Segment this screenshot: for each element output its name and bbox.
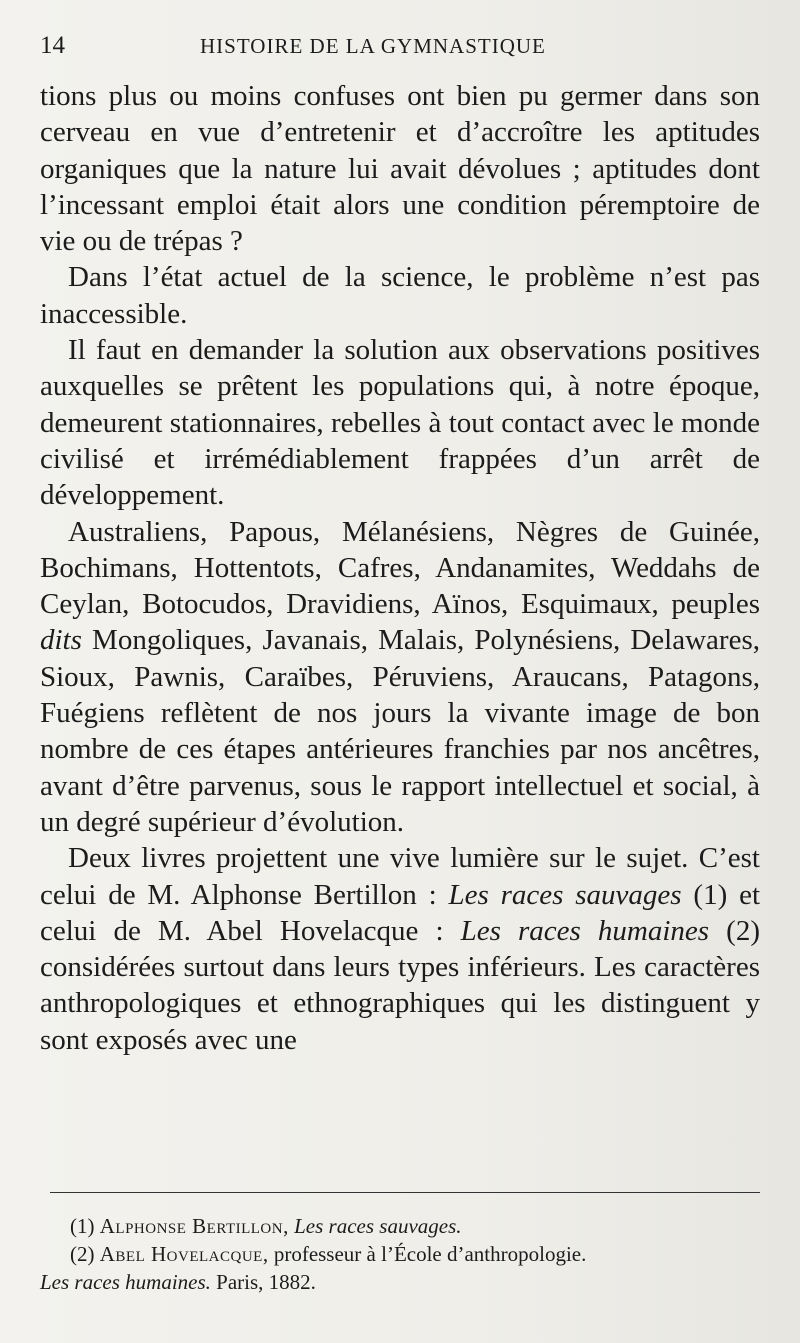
footnote-1-author: Alphonse Bertillon,	[99, 1214, 289, 1238]
page-number: 14	[40, 32, 65, 59]
book-title-races-sauvages: Les races sauvages	[448, 878, 682, 911]
footnote-1-title: Les races sauvages.	[294, 1214, 462, 1238]
footnote-2	[40, 1240, 760, 1268]
paragraph-5-part-b: (1) et celui de M. Abel Hovelacque :	[40, 878, 761, 947]
footnote-1	[40, 1212, 760, 1240]
paragraph-5	[40, 840, 760, 1058]
footnote-2-marker: (2)	[70, 1242, 95, 1266]
footnote-1-marker: (1)	[70, 1214, 95, 1238]
footnotes	[40, 1212, 760, 1296]
footnote-2-text: professeur à l’École d’anthropologie.	[268, 1242, 587, 1266]
footnote-2-place: Paris, 1882.	[210, 1270, 316, 1294]
paragraph-2: Dans l’état actuel de la science, le problème n’est pas inaccessible.	[40, 261, 760, 330]
page-header	[40, 32, 760, 62]
paragraph-5-part-c: (2) considérées surtout dans leurs types inférieurs. Les caractères anthropologiques et ethnographiques qui les distinguent y sont exposés avec une	[40, 914, 760, 1056]
footnote-2-author: Abel Hovelacque,	[99, 1242, 269, 1266]
paragraph-4	[40, 514, 760, 841]
footnote-divider	[50, 1192, 760, 1193]
paragraph-4-part-b: Mongoliques, Javanais, Malais, Polynésiens, Delawares, Sioux, Pawnis, Caraïbes, Péruviens, Araucans, Patagons, Fuégiens reflètent de nos jours la vivante image de bon nombre de ces étapes antérieures franchies par nos ancêtres, avant d’être parvenus, sous le rapport intellectuel et social, à un degré supérieur d’évolution.	[40, 624, 760, 838]
paragraph-5-part-a: Deux livres projettent une vive lumière sur le sujet. C’est celui de M. Alphonse Bertillon :	[40, 842, 760, 911]
paragraph-1: tions plus ou moins confuses ont bien pu germer dans son cerveau en vue d’entretenir et d’accroître les aptitudes organiques que la nature lui avait dévolues ; aptitudes dont l’incessant emploi était alors une condition péremptoire de vie ou de trépas ?	[40, 80, 760, 258]
paragraph-3: Il faut en demander la solution aux observations positives auxquelles se prêtent les populations qui, à notre époque, demeurent stationnaires, rebelles à tout contact avec le monde civilisé et irrémédiablement frappées d’un arrêt de développement.	[40, 334, 760, 512]
footnote-2-continued	[40, 1268, 760, 1296]
book-title-races-humaines: Les races humaines	[460, 914, 710, 947]
running-title: HISTOIRE DE LA GYMNASTIQUE	[200, 34, 546, 58]
paragraph-4-part-a: Australiens, Papous, Mélanésiens, Nègres de Guinée, Bochimans, Hottentots, Cafres, Andanamites, Weddahs de Ceylan, Botocudos, Dravidiens, Aïnos, Esquimaux, peuples	[40, 515, 760, 621]
footnote-2-title: Les races humaines.	[40, 1270, 211, 1294]
main-text	[40, 78, 760, 1058]
italic-dits: dits	[40, 624, 82, 657]
